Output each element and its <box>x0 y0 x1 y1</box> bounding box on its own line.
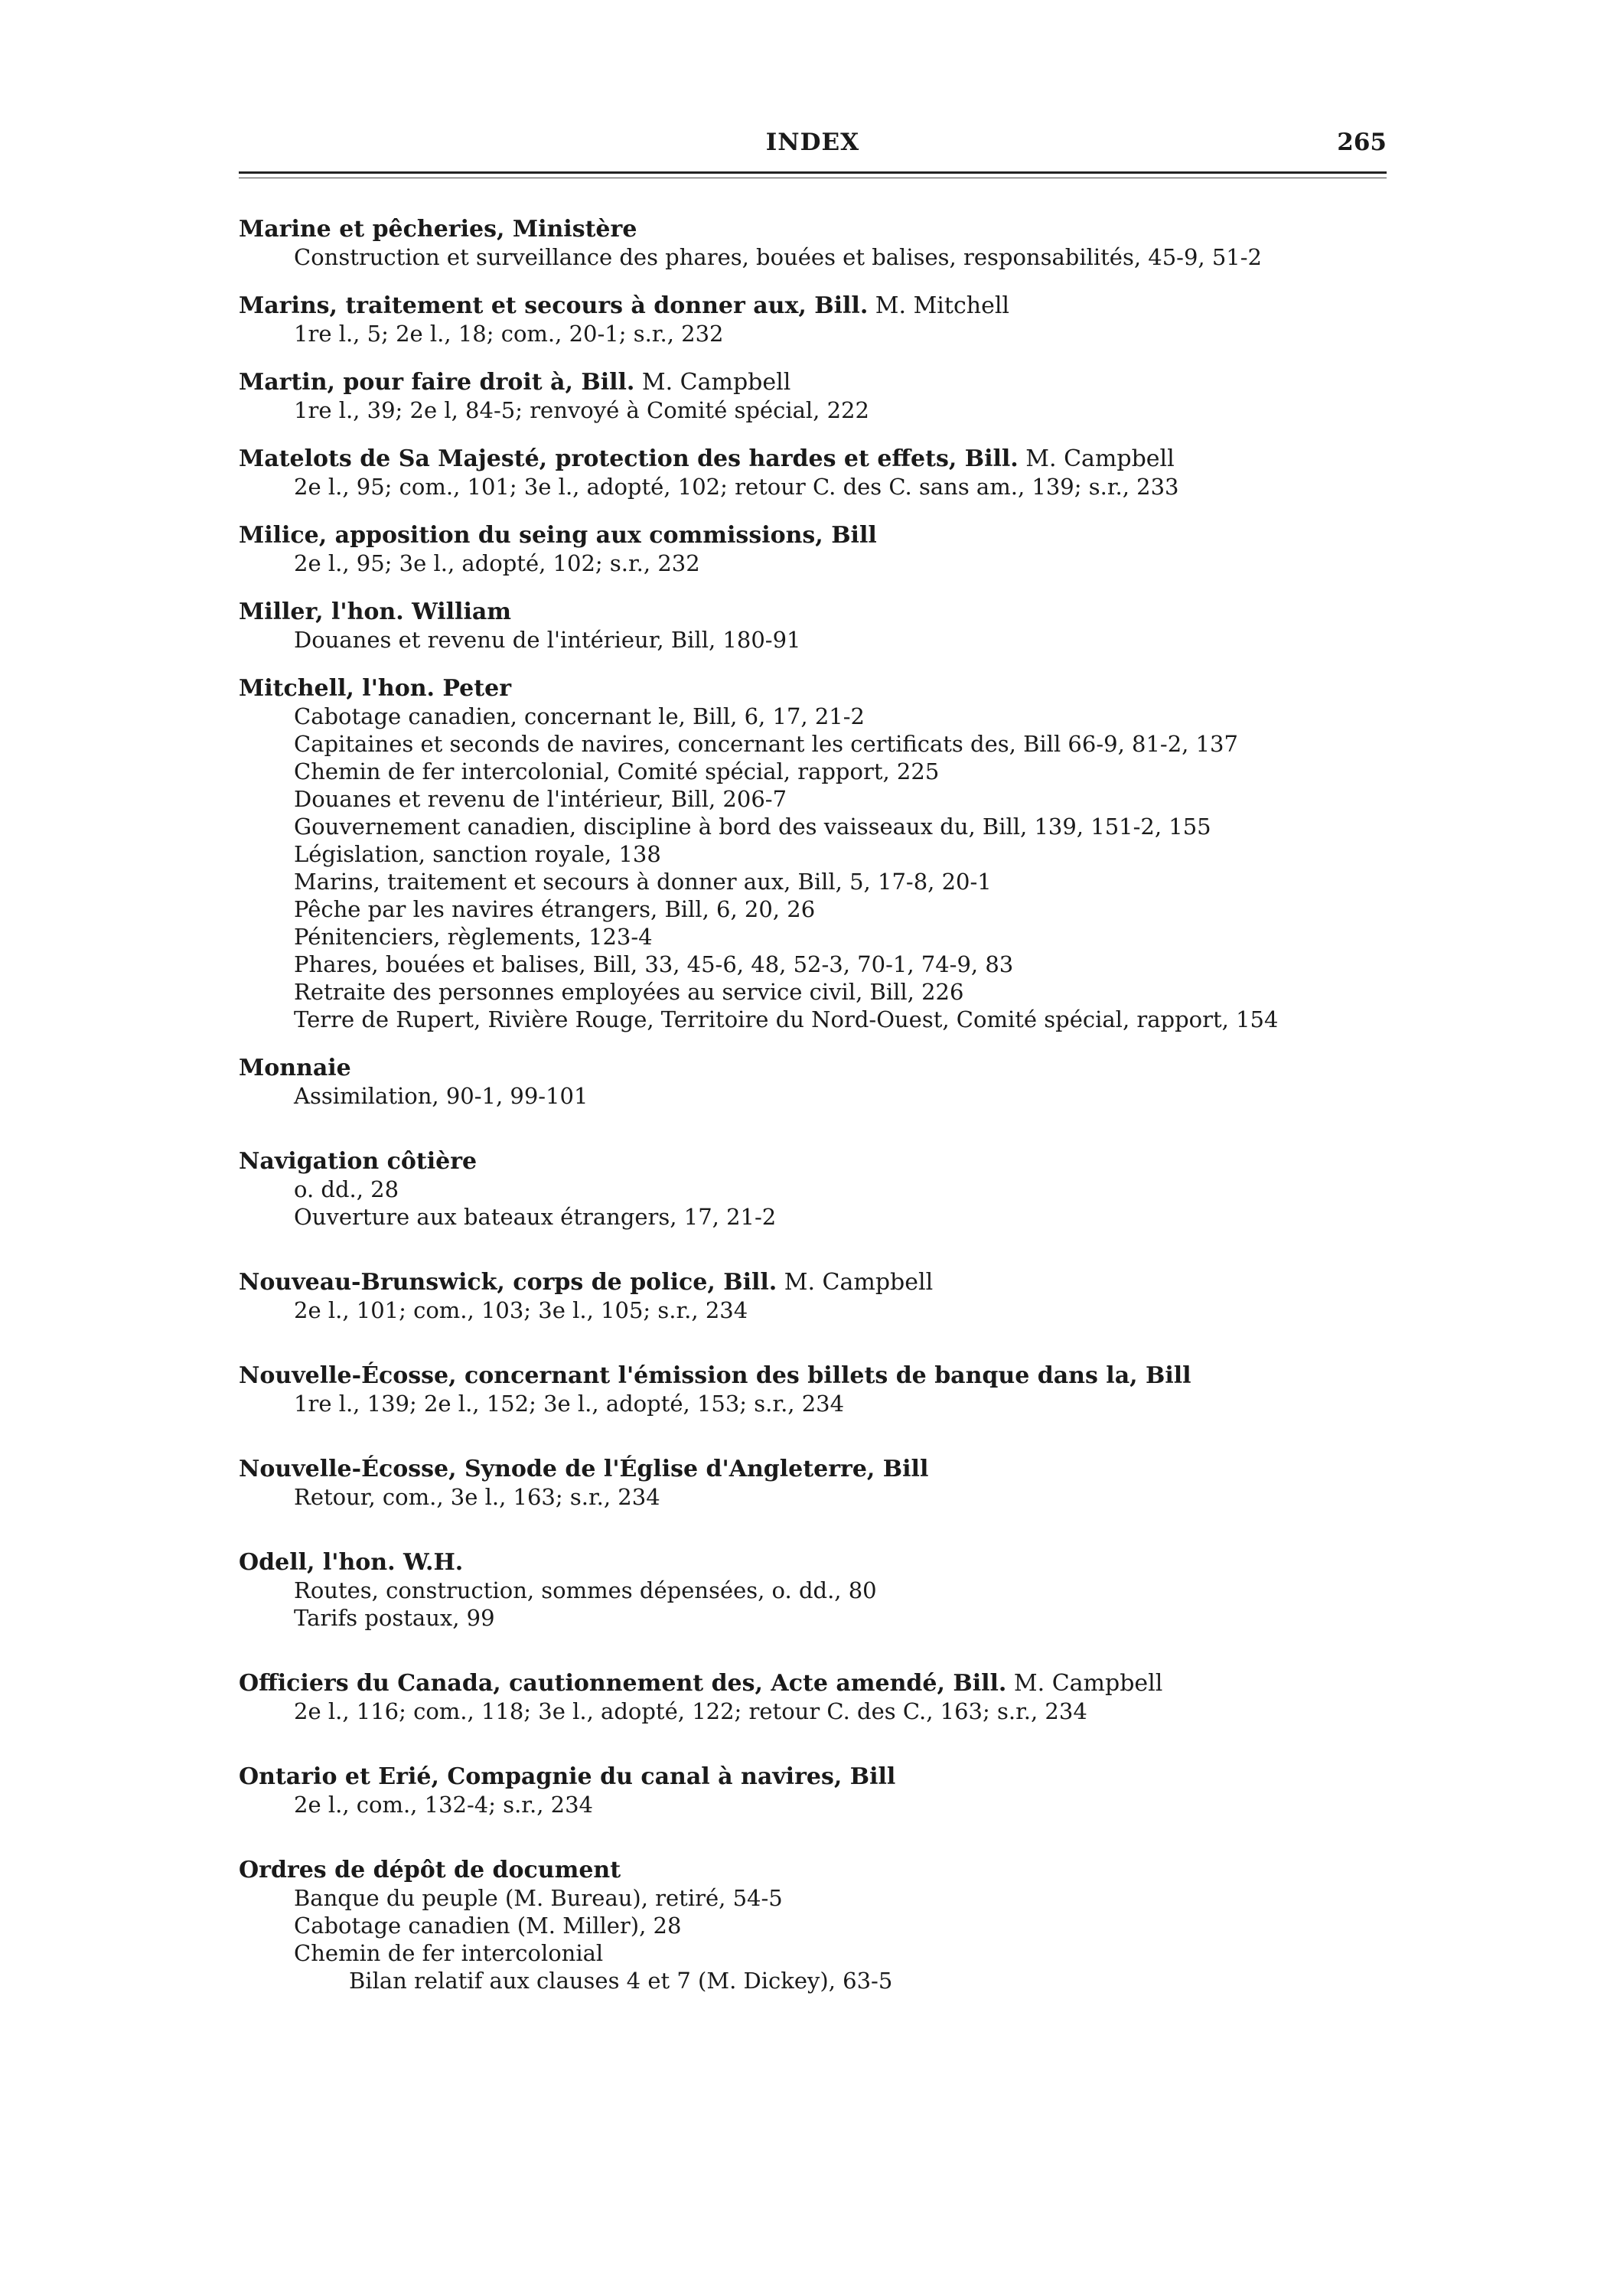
entry-heading: Ordres de dépôt de document <box>239 1857 621 1883</box>
entry-subitem: Routes, construction, sommes dépensées, o. dd., 80 <box>294 1577 877 1603</box>
entry-subitem: Ouverture aux bateaux étrangers, 17, 21-2 <box>294 1204 777 1230</box>
index-entry <box>239 598 1387 654</box>
index-entry <box>239 1670 1387 1725</box>
entry-subitem: Terre de Rupert, Rivière Rouge, Territoire du Nord-Ouest, Comité spécial, rapport, 154 <box>294 1006 1279 1032</box>
entry-heading: Matelots de Sa Majesté, protection des hardes et effets, Bill. M. Campbell <box>239 445 1175 472</box>
entry-subitem: Banque du peuple (M. Bureau), retiré, 54-5 <box>294 1885 783 1911</box>
entry-subitem: o. dd., 28 <box>294 1176 399 1202</box>
index-entry <box>239 292 1387 347</box>
entry-subitem: 2e l., 101; com., 103; 3e l., 105; s.r., 234 <box>294 1297 748 1323</box>
entry-heading: Martin, pour faire droit à, Bill. M. Campbell <box>239 369 791 396</box>
entry-subitem: 1re l., 139; 2e l., 152; 3e l., adopté, 153; s.r., 234 <box>294 1391 845 1417</box>
index-entry <box>239 675 1387 1033</box>
entry-subitem: Assimilation, 90-1, 99-101 <box>294 1083 588 1109</box>
entry-heading: Mitchell, l'hon. Peter <box>239 675 512 702</box>
entry-subitem: Législation, sanction royale, 138 <box>294 841 661 867</box>
entry-subitem: Marins, traitement et secours à donner aux, Bill, 5, 17-8, 20-1 <box>294 869 992 895</box>
index-entry <box>239 1269 1387 1324</box>
entry-heading: Nouvelle-Écosse, Synode de l'Église d'Angleterre, Bill <box>239 1456 929 1482</box>
entry-subitem: Cabotage canadien (M. Miller), 28 <box>294 1913 682 1939</box>
index-entry <box>239 1055 1387 1110</box>
entry-subitem: 1re l., 39; 2e l, 84-5; renvoyé à Comité spécial, 222 <box>294 397 869 423</box>
entry-heading: Monnaie <box>239 1055 351 1081</box>
entry-subitem: Construction et surveillance des phares, bouées et balises, responsabilités, 45-9, 51-2 <box>294 244 1263 270</box>
entry-subitem: Douanes et revenu de l'intérieur, Bill, 206-7 <box>294 786 787 812</box>
entry-heading: Navigation côtière <box>239 1148 478 1175</box>
entry-subitem: Tarifs postaux, 99 <box>294 1605 495 1631</box>
running-head <box>239 129 1387 159</box>
entry-subitem: Capitaines et seconds de navires, concernant les certificats des, Bill 66-9, 81-2, 137 <box>294 731 1238 757</box>
entry-heading: Ontario et Erié, Compagnie du canal à navires, Bill <box>239 1763 896 1790</box>
header-rule-thick <box>239 171 1387 174</box>
entry-heading: Nouveau-Brunswick, corps de police, Bill. M. Campbell <box>239 1269 934 1296</box>
index-entry <box>239 369 1387 424</box>
index-entry <box>239 445 1387 501</box>
entry-subitem: Pêche par les navires étrangers, Bill, 6, 20, 26 <box>294 896 816 922</box>
entry-subitem: Retraite des personnes employées au service civil, Bill, 226 <box>294 979 964 1005</box>
page-number: 265 <box>1337 129 1387 156</box>
index-entry <box>239 1549 1387 1632</box>
index-entry <box>239 1148 1387 1231</box>
entry-subitem: Chemin de fer intercolonial, Comité spécial, rapport, 225 <box>294 758 940 784</box>
entry-heading: Milice, apposition du seing aux commissions, Bill <box>239 522 877 549</box>
entry-subitem: 1re l., 5; 2e l., 18; com., 20-1; s.r., 232 <box>294 321 724 347</box>
entry-subitem: 2e l., 95; com., 101; 3e l., adopté, 102; retour C. des C. sans am., 139; s.r., 233 <box>294 474 1179 500</box>
entry-heading: Nouvelle-Écosse, concernant l'émission des billets de banque dans la, Bill <box>239 1362 1191 1389</box>
entry-subitem: Pénitenciers, règlements, 123-4 <box>294 924 653 950</box>
index-entry <box>239 1362 1387 1417</box>
entry-subitem: 2e l., com., 132-4; s.r., 234 <box>294 1792 593 1818</box>
index-entry <box>239 1763 1387 1818</box>
entry-subitem: Cabotage canadien, concernant le, Bill, 6, 17, 21-2 <box>294 703 865 729</box>
entry-heading: Marine et pêcheries, Ministère <box>239 216 637 243</box>
entry-heading: Miller, l'hon. William <box>239 598 512 625</box>
index-entry <box>239 1456 1387 1511</box>
page-title: INDEX <box>765 129 860 156</box>
entry-subitem: Chemin de fer intercolonial <box>294 1940 604 1966</box>
entry-subitem: 2e l., 95; 3e l., adopté, 102; s.r., 232 <box>294 550 700 576</box>
entry-subitem: Bilan relatif aux clauses 4 et 7 (M. Dickey), 63-5 <box>349 1968 893 1994</box>
entry-subitem: 2e l., 116; com., 118; 3e l., adopté, 122; retour C. des C., 163; s.r., 234 <box>294 1698 1087 1724</box>
entry-heading: Officiers du Canada, cautionnement des, Acte amendé, Bill. M. Campbell <box>239 1670 1163 1697</box>
index-entries <box>239 216 1387 1994</box>
index-entry <box>239 1857 1387 1994</box>
entry-subitem: Retour, com., 3e l., 163; s.r., 234 <box>294 1484 660 1510</box>
entry-subitem: Douanes et revenu de l'intérieur, Bill, 180-91 <box>294 627 801 653</box>
entry-subitem: Gouvernement canadien, discipline à bord des vaisseaux du, Bill, 139, 151-2, 155 <box>294 814 1211 840</box>
index-entry <box>239 522 1387 577</box>
entry-heading: Marins, traitement et secours à donner aux, Bill. M. Mitchell <box>239 292 1010 319</box>
entry-heading: Odell, l'hon. W.H. <box>239 1549 464 1576</box>
index-entry <box>239 216 1387 271</box>
entry-subitem: Phares, bouées et balises, Bill, 33, 45-6, 48, 52-3, 70-1, 74-9, 83 <box>294 951 1014 977</box>
